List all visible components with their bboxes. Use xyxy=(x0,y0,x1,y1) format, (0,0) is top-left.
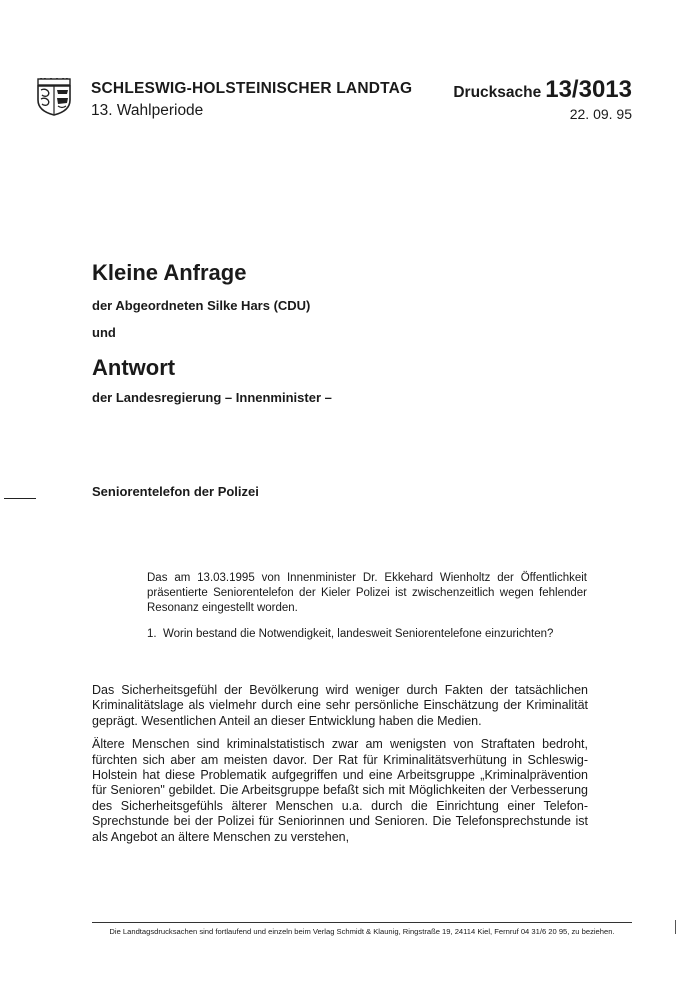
publisher-note: Die Landtagsdrucksachen sind fortlaufend und einzeln beim Verlag Schmidt & Klaunig, Ringstraße 19, 24114 Kiel, Fernruf 04 31/6 20 95, zu beziehen. xyxy=(109,927,615,936)
margin-line xyxy=(675,920,676,934)
inquiry-author: der Abgeordneten Silke Hars (CDU) xyxy=(92,298,311,313)
inquiry-heading: Kleine Anfrage xyxy=(92,260,247,285)
footer-divider xyxy=(92,922,632,923)
conjunction: und xyxy=(92,325,116,340)
document-label: Drucksache xyxy=(453,84,542,101)
document-number: 13/3013 xyxy=(545,76,632,103)
question-item xyxy=(147,627,587,642)
topic-title: Seniorentelefon der Polizei xyxy=(92,484,259,499)
answer-paragraph: Ältere Menschen sind kriminalstatistisch zwar am wenigsten von Straftaten bedroht, fürchten sich aber am meisten davor. Der Rat für Kriminalitätsverhütung in Schleswig-Holstein hat diese Problematik aufgegriffen und eine Arbeitsgruppe „Kriminalprävention für Senioren" gebildet. Die Arbeitsgruppe befaßt sich mit Möglichkeiten der Verbesserung des Sicherheitsgefühls älterer Menschen u.a. durch die Einrichtung einer Telefon-Sprechstunde bei der Polizei für Seniorinnen und Senioren. Die Telefonsprechstunde ist als Angebot an ältere Menschen zu verstehen, xyxy=(92,737,588,844)
preamble: Das am 13.03.1995 von Innenminister Dr. Ekkehard Wienholtz der Öffentlichkeit präsentierte Seniorentelefon der Kieler Polizei ist zwischenzeitlich wegen fehlender Resonanz eingestellt worden. xyxy=(147,572,587,614)
document-reference xyxy=(453,76,632,104)
answer-body xyxy=(92,683,588,853)
parliament-name: SCHLESWIG-HOLSTEINISCHER LANDTAG xyxy=(91,80,413,97)
question-number: 1. xyxy=(147,628,157,640)
answer-heading: Antwort xyxy=(92,355,176,380)
answer-paragraph: Das Sicherheitsgefühl der Bevölkerung wird weniger durch Fakten der tatsächlichen Kriminalitätslage als vielmehr durch eine sehr persönliche Einschätzung der Kriminalität geprägt. Wesentlichen Anteil an dieser Entwicklung haben die Medien. xyxy=(92,683,588,728)
legislative-period: 13. Wahlperiode xyxy=(91,102,204,119)
document-date: 22. 09. 95 xyxy=(569,106,632,122)
answer-author: der Landesregierung – Innenminister – xyxy=(92,390,332,405)
state-coat-of-arms-icon xyxy=(36,78,72,116)
margin-mark xyxy=(4,498,36,499)
question-text: Worin bestand die Notwendigkeit, landesweit Seniorentelefone einzurichten? xyxy=(163,628,554,640)
